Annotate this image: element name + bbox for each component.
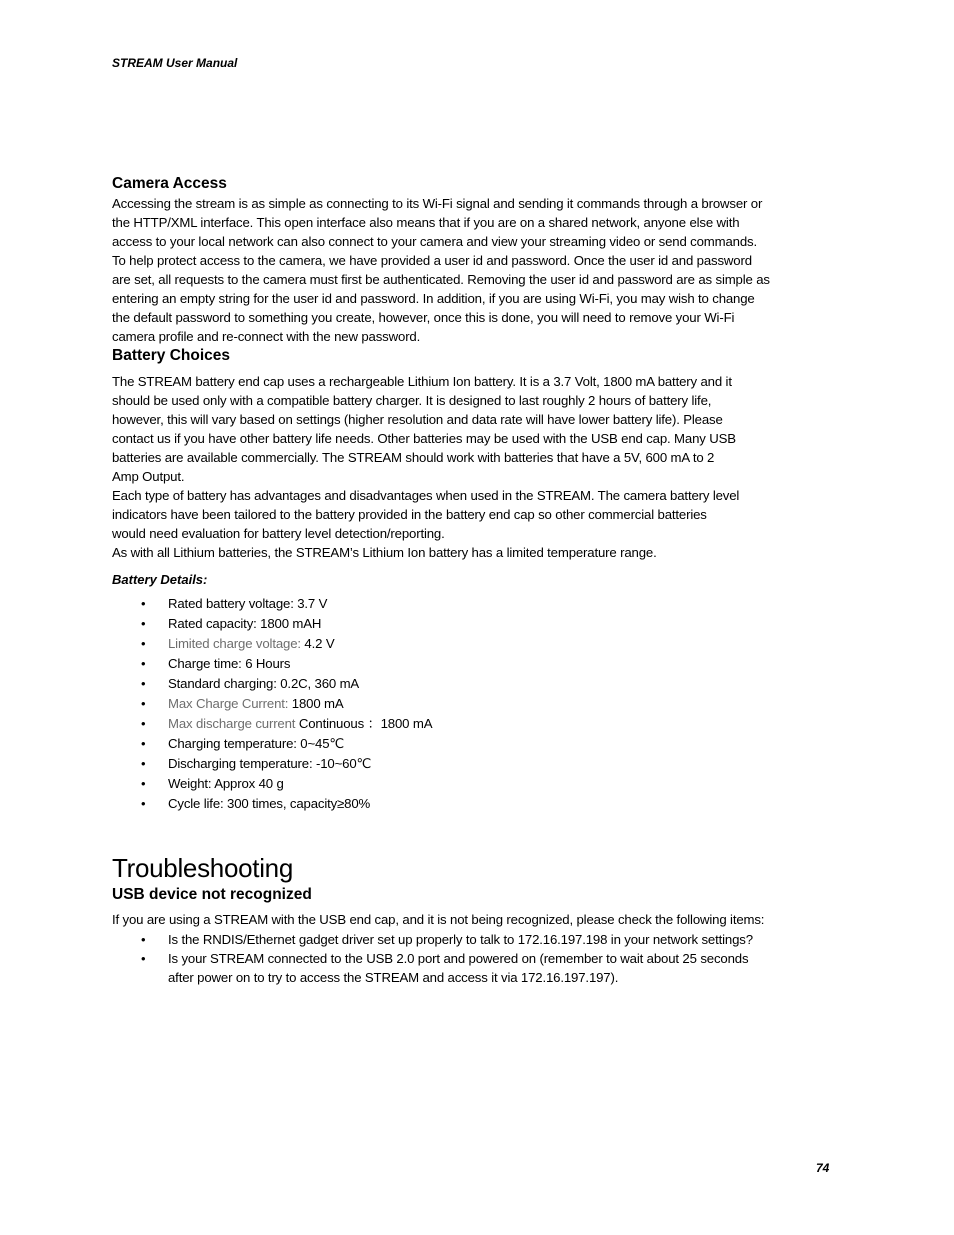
usb-intro: If you are using a STREAM with the USB end cap, and it is not being recognized, please check the following items: [112,912,765,927]
list-item: • Charge time: 6 Hours [112,654,844,674]
list-item: • Is the RNDIS/Ethernet gadget driver set up properly to talk to 172.16.197.198 in your network settings? [141,932,753,947]
list-item: • Rated battery voltage: 3.7 V [112,594,844,614]
list-item: • Standard charging: 0.2C, 360 mA [112,674,844,694]
page-content [112,174,844,987]
bullet-icon: • [141,596,146,611]
list-item: • Is your STREAM connected to the USB 2.0 port and powered on (remember to wait about 25 seconds after power on to try to access the STREAM and access it via 172.16.197.197). [141,951,749,985]
text-line: batteries are available commercially. The STREAM should work with batteries that have a 5V, 600 mA to 2 [112,450,715,465]
page-number: 74 [816,1161,830,1175]
bullet-icon: • [141,756,146,771]
battery-details-label: Battery Details: [112,572,208,587]
bullet-icon: • [141,716,146,731]
text-line: To help protect access to the camera, we have provided a user id and password. Once the user id and password [112,253,752,268]
list-item: • Max Charge Current: 1800 mA [112,694,844,714]
battery-paragraph-3: As with all Lithium batteries, the STREAM’s Lithium Ion battery has a limited temperature range. [112,545,657,560]
running-header: STREAM User Manual [112,56,238,70]
bullet-icon: • [141,951,146,966]
bullet-icon: • [141,676,146,691]
text-line: indicators have been tailored to the battery provided in the battery end cap so other commercial batteries [112,507,707,522]
text-line: access to your local network can also connect to your camera and view your streaming video or send commands. [112,234,757,249]
text-line: Accessing the stream is as simple as connecting to its Wi-Fi signal and sending it commands through a browser or [112,196,763,211]
list-item: • Cycle life: 300 times, capacity≥80% [112,794,844,814]
battery-details-list [112,594,844,814]
list-item: • Rated capacity: 1800 mAH [112,614,844,634]
list-item: • Limited charge voltage: 4.2 V [112,634,844,654]
list-item: • Charging temperature: 0~45℃ [112,734,844,754]
text-line: the default password to something you create, however, once this is done, you will need to remove your Wi-Fi [112,310,735,325]
text-line: contact us if you have other battery life needs. Other batteries may be used with the USB end cap. Many USB [112,431,736,446]
bullet-icon: • [141,636,146,651]
list-item: • Weight: Approx 40 g [112,774,844,794]
text-line: camera profile and re-connect with the new password. [112,329,421,344]
text-line: are set, all requests to the camera must first be authenticated. Removing the user id and password are as simple as [112,272,770,287]
bullet-icon: • [141,736,146,751]
text-line: would need evaluation for battery level detection/reporting. [112,526,445,541]
bullet-icon: • [141,796,146,811]
text-line: Each type of battery has advantages and disadvantages when used in the STREAM. The camera battery level [112,488,740,503]
bullet-icon: • [141,696,146,711]
list-item: • Discharging temperature: -10~60℃ [112,754,844,774]
camera-access-heading: Camera Access [112,175,227,192]
list-item: • Max discharge current Continuous ：1800 mA [112,714,844,734]
text-line: Amp Output. [112,469,185,484]
usb-not-recognized-heading: USB device not recognized [112,886,312,903]
bullet-icon: • [141,776,146,791]
bullet-icon: • [141,656,146,671]
bullet-icon: • [141,616,146,631]
camera-access-paragraph [112,194,844,346]
text-line: The STREAM battery end cap uses a rechargeable Lithium Ion battery. It is a 3.7 Volt, 1800 mA battery and it [112,374,732,389]
bullet-icon: • [141,932,146,947]
text-line: entering an empty string for the user id and password. In addition, if you are using Wi-Fi, you may wish to change [112,291,755,306]
battery-paragraph-2 [112,486,844,543]
troubleshooting-heading: Troubleshooting [112,853,293,883]
battery-choices-heading: Battery Choices [112,347,231,364]
battery-paragraph-1 [112,372,844,486]
usb-checklist [112,930,844,987]
text-line: the HTTP/XML interface. This open interface also means that if you are on a shared network, anyone else with [112,215,740,230]
text-line: should be used only with a compatible battery charger. It is designed to last roughly 2 hours of battery life, [112,393,712,408]
text-line: however, this will vary based on settings (higher resolution and data rate will have lower battery life). Please [112,412,723,427]
